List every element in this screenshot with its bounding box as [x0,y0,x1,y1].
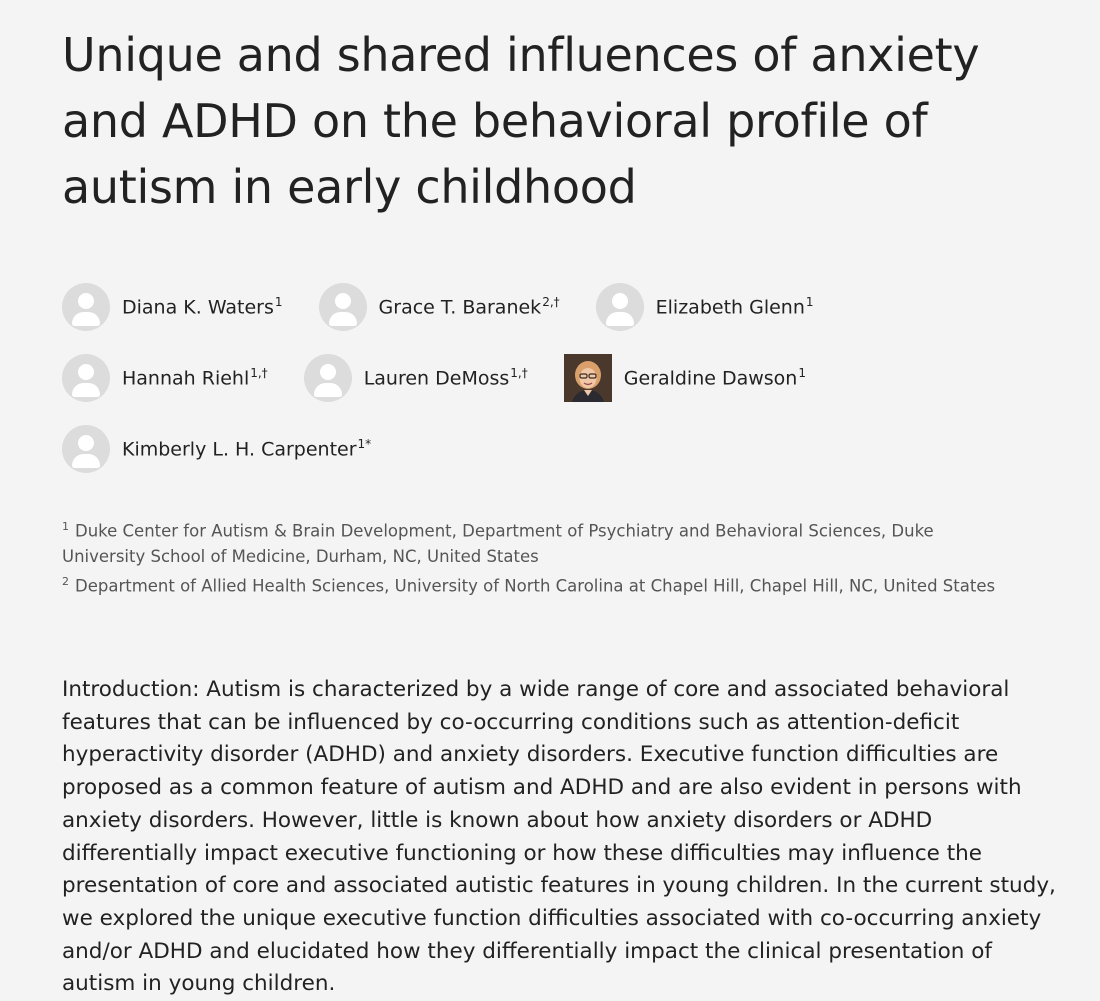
affiliation-text: Duke Center for Autism & Brain Development, Department of Psychiatry and Behavioral Sciences, Duke University School of Medicine, Durham, NC, United States [62,521,934,566]
author-affiliation-marker: 1 [798,366,806,381]
affiliation-text: Department of Allied Health Sciences, University of North Carolina at Chapel Hill, Chapel Hill, NC, United States [75,576,996,595]
affiliation-number: 1 [62,520,69,533]
affiliation-item [62,569,1022,599]
user-silhouette-icon [319,283,367,331]
author-item[interactable] [62,354,268,402]
author-photo [564,354,612,402]
author-item[interactable] [596,283,814,331]
abstract-section-label: Introduction [62,677,193,702]
author-affiliation-marker: 1* [357,437,372,452]
author-name[interactable]: Diana K. Waters$^1$ [122,295,283,319]
author-row [62,425,1062,473]
user-silhouette-icon [596,283,644,331]
user-silhouette-icon [62,354,110,402]
author-row [62,283,1062,331]
author-item[interactable] [564,354,806,402]
author-row [62,354,1062,402]
author-list [62,283,1062,496]
abstract-text: Autism is characterized by a wide range of core and associated behavioral features that can be influenced by co-occurring conditions such as attention-deficit hyperactivity disorder (ADHD) and anxiety disorders. Executive function difficulties are proposed as a common feature of autism and ADHD and are also evident in persons with anxiety disorders. However, little is known about how anxiety disorders or ADHD differentially impact executive functioning or how these difficulties may influence the presentation of core and associated autistic features in young children. In the current study, we explored the unique executive function difficulties associated with co-occurring anxiety and/or ADHD and elucidated how they differentially impact the clinical presentation of autism in young children. [62,677,1056,997]
affiliation-list [62,514,1022,598]
author-item[interactable] [319,283,560,331]
article-title: Unique and shared influences of anxiety and ADHD on the behavioral profile of autism in early childhood [62,28,980,214]
author-name[interactable]: Geraldine Dawson$^1$ [623,366,806,390]
affiliation-number: 2 [62,574,69,588]
author-affiliation-marker: 1 [274,295,283,310]
author-name[interactable]: Lauren DeMoss$^{1,\dagger}$ [363,366,528,390]
author-affiliation-marker: 1,† [250,366,268,381]
user-silhouette-icon [62,283,110,331]
abstract-label-colon: : [192,677,207,702]
affiliation-item [62,514,1022,569]
author-item[interactable] [62,283,283,331]
author-name[interactable]: Grace T. Baranek$^{2,\dagger}$ [378,295,560,319]
user-silhouette-icon [62,425,110,473]
author-affiliation-marker: 1,† [510,366,528,381]
abstract-paragraph [62,674,1062,1001]
user-silhouette-icon [304,354,352,402]
author-item[interactable] [62,425,371,473]
author-name[interactable]: Hannah Riehl$^{1,\dagger}$ [122,366,268,390]
author-affiliation-marker: 2,† [542,295,560,310]
author-name[interactable]: Elizabeth Glenn$^1$ [655,295,814,319]
author-item[interactable] [304,354,528,402]
author-affiliation-marker: 1 [805,295,814,310]
author-name[interactable]: Kimberly L. H. Carpenter$^{1*}$ [122,437,372,461]
